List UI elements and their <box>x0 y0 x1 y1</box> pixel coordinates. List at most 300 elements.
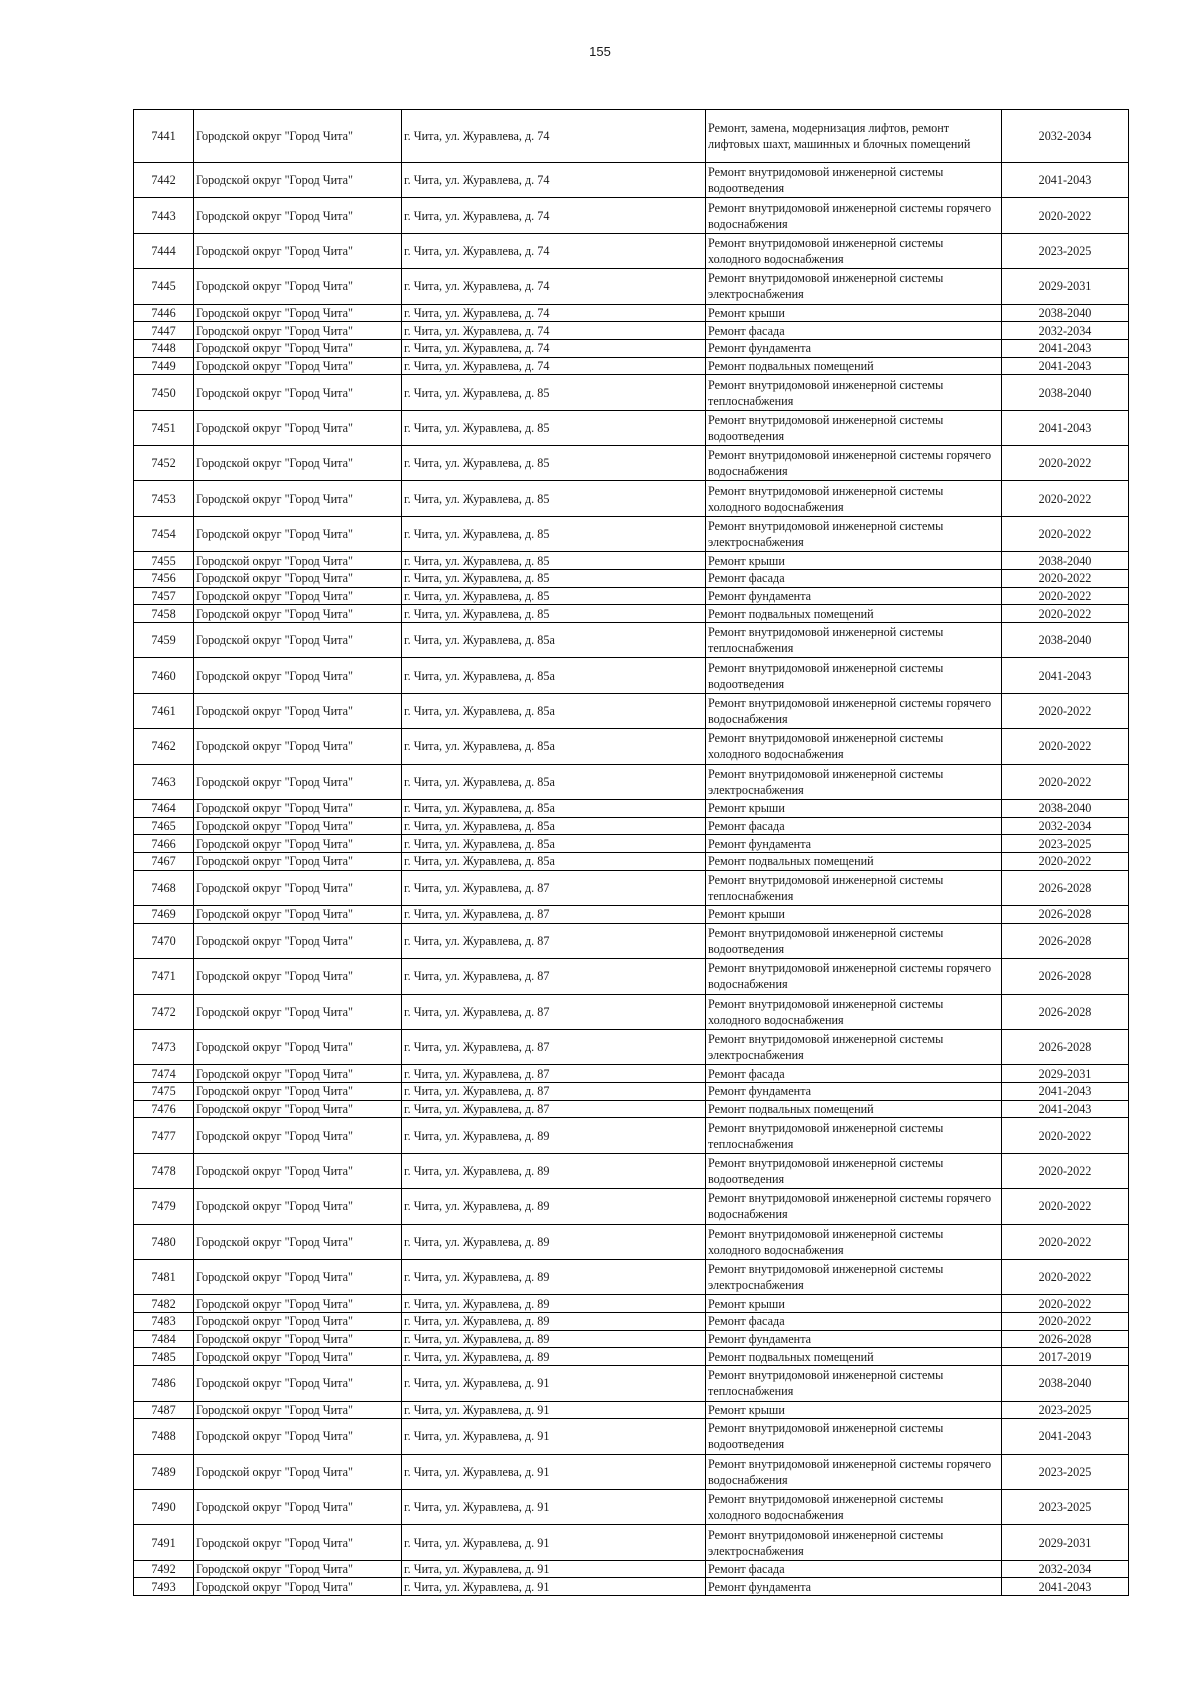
row-number-cell: 7465 <box>134 817 194 835</box>
work-type-cell: Ремонт фасада <box>706 1065 1002 1083</box>
row-number-cell: 7443 <box>134 198 194 233</box>
municipality-cell: Городской округ "Город Чита" <box>194 853 402 871</box>
address-cell: г. Чита, ул. Журавлева, д. 87 <box>402 906 706 924</box>
address-cell: г. Чита, ул. Журавлева, д. 85а <box>402 623 706 658</box>
work-type-cell: Ремонт внутридомовой инженерной системы холодного водоснабжения <box>706 994 1002 1029</box>
period-cell: 2020-2022 <box>1002 569 1129 587</box>
municipality-cell: Городской округ "Город Чита" <box>194 1348 402 1366</box>
work-type-cell: Ремонт подвальных помещений <box>706 1348 1002 1366</box>
row-number-cell: 7487 <box>134 1401 194 1419</box>
municipality-cell: Городской округ "Город Чита" <box>194 1083 402 1101</box>
work-type-cell: Ремонт внутридомовой инженерной системы горячего водоснабжения <box>706 1454 1002 1489</box>
address-cell: г. Чита, ул. Журавлева, д. 91 <box>402 1419 706 1454</box>
row-number-cell: 7467 <box>134 853 194 871</box>
address-cell: г. Чита, ул. Журавлева, д. 85 <box>402 410 706 445</box>
address-cell: г. Чита, ул. Журавлева, д. 89 <box>402 1259 706 1294</box>
address-cell: г. Чита, ул. Журавлева, д. 85 <box>402 516 706 551</box>
table-row <box>134 906 1129 924</box>
work-type-cell: Ремонт внутридомовой инженерной системы холодного водоснабжения <box>706 1489 1002 1524</box>
work-type-cell: Ремонт подвальных помещений <box>706 853 1002 871</box>
table-row <box>134 110 1129 163</box>
row-number-cell: 7484 <box>134 1330 194 1348</box>
table-row <box>134 1100 1129 1118</box>
table-row <box>134 623 1129 658</box>
table-row <box>134 1401 1129 1419</box>
table-row <box>134 587 1129 605</box>
period-cell: 2020-2022 <box>1002 729 1129 764</box>
period-cell: 2032-2034 <box>1002 817 1129 835</box>
period-cell: 2017-2019 <box>1002 1348 1129 1366</box>
period-cell: 2041-2043 <box>1002 658 1129 693</box>
work-type-cell: Ремонт внутридомовой инженерной системы электроснабжения <box>706 269 1002 304</box>
municipality-cell: Городской округ "Город Чита" <box>194 1029 402 1064</box>
period-cell: 2020-2022 <box>1002 481 1129 516</box>
work-type-cell: Ремонт крыши <box>706 1401 1002 1419</box>
work-type-cell: Ремонт внутридомовой инженерной системы теплоснабжения <box>706 1366 1002 1401</box>
period-cell: 2041-2043 <box>1002 1419 1129 1454</box>
municipality-cell: Городской округ "Город Чита" <box>194 1313 402 1331</box>
row-number-cell: 7489 <box>134 1454 194 1489</box>
row-number-cell: 7444 <box>134 233 194 268</box>
period-cell: 2038-2040 <box>1002 623 1129 658</box>
period-cell: 2038-2040 <box>1002 552 1129 570</box>
row-number-cell: 7485 <box>134 1348 194 1366</box>
municipality-cell: Городской округ "Город Чита" <box>194 357 402 375</box>
table-row <box>134 764 1129 799</box>
work-type-cell: Ремонт крыши <box>706 1295 1002 1313</box>
address-cell: г. Чита, ул. Журавлева, д. 85а <box>402 693 706 728</box>
period-cell: 2023-2025 <box>1002 233 1129 268</box>
address-cell: г. Чита, ул. Журавлева, д. 85 <box>402 552 706 570</box>
work-type-cell: Ремонт внутридомовой инженерной системы теплоснабжения <box>706 623 1002 658</box>
table-row <box>134 1489 1129 1524</box>
row-number-cell: 7464 <box>134 799 194 817</box>
table-row <box>134 322 1129 340</box>
row-number-cell: 7455 <box>134 552 194 570</box>
work-type-cell: Ремонт внутридомовой инженерной системы водоотведения <box>706 163 1002 198</box>
address-cell: г. Чита, ул. Журавлева, д. 87 <box>402 994 706 1029</box>
period-cell: 2020-2022 <box>1002 1153 1129 1188</box>
address-cell: г. Чита, ул. Журавлева, д. 74 <box>402 233 706 268</box>
period-cell: 2041-2043 <box>1002 1083 1129 1101</box>
address-cell: г. Чита, ул. Журавлева, д. 89 <box>402 1330 706 1348</box>
municipality-cell: Городской округ "Город Чита" <box>194 446 402 481</box>
row-number-cell: 7468 <box>134 870 194 905</box>
work-type-cell: Ремонт фасада <box>706 817 1002 835</box>
table-row <box>134 269 1129 304</box>
row-number-cell: 7481 <box>134 1259 194 1294</box>
work-type-cell: Ремонт подвальных помещений <box>706 605 1002 623</box>
work-type-cell: Ремонт фундамента <box>706 1083 1002 1101</box>
table-row <box>134 1065 1129 1083</box>
address-cell: г. Чита, ул. Журавлева, д. 89 <box>402 1348 706 1366</box>
municipality-cell: Городской округ "Город Чита" <box>194 906 402 924</box>
table-row <box>134 729 1129 764</box>
table-row <box>134 1419 1129 1454</box>
address-cell: г. Чита, ул. Журавлева, д. 74 <box>402 269 706 304</box>
address-cell: г. Чита, ул. Журавлева, д. 91 <box>402 1454 706 1489</box>
municipality-cell: Городской округ "Город Чита" <box>194 1578 402 1596</box>
municipality-cell: Городской округ "Город Чита" <box>194 233 402 268</box>
municipality-cell: Городской округ "Город Чита" <box>194 163 402 198</box>
row-number-cell: 7491 <box>134 1525 194 1560</box>
table-row <box>134 817 1129 835</box>
address-cell: г. Чита, ул. Журавлева, д. 89 <box>402 1224 706 1259</box>
row-number-cell: 7479 <box>134 1189 194 1224</box>
municipality-cell: Городской округ "Город Чита" <box>194 304 402 322</box>
table-row <box>134 1578 1129 1596</box>
work-type-cell: Ремонт подвальных помещений <box>706 357 1002 375</box>
municipality-cell: Городской округ "Город Чита" <box>194 322 402 340</box>
municipality-cell: Городской округ "Город Чита" <box>194 1419 402 1454</box>
municipality-cell: Городской округ "Город Чита" <box>194 693 402 728</box>
row-number-cell: 7486 <box>134 1366 194 1401</box>
address-cell: г. Чита, ул. Журавлева, д. 85 <box>402 587 706 605</box>
address-cell: г. Чита, ул. Журавлева, д. 85а <box>402 817 706 835</box>
page-number: 155 <box>589 44 611 59</box>
work-type-cell: Ремонт, замена, модернизация лифтов, ремонт лифтовых шахт, машинных и блочных помещений <box>706 110 1002 163</box>
address-cell: г. Чита, ул. Журавлева, д. 87 <box>402 1029 706 1064</box>
row-number-cell: 7463 <box>134 764 194 799</box>
municipality-cell: Городской округ "Город Чита" <box>194 1189 402 1224</box>
municipality-cell: Городской округ "Город Чита" <box>194 1489 402 1524</box>
row-number-cell: 7474 <box>134 1065 194 1083</box>
period-cell: 2029-2031 <box>1002 1525 1129 1560</box>
table-row <box>134 1118 1129 1153</box>
address-cell: г. Чита, ул. Журавлева, д. 89 <box>402 1118 706 1153</box>
period-cell: 2032-2034 <box>1002 322 1129 340</box>
municipality-cell: Городской округ "Город Чита" <box>194 1330 402 1348</box>
work-type-cell: Ремонт фундамента <box>706 339 1002 357</box>
work-type-cell: Ремонт внутридомовой инженерной системы теплоснабжения <box>706 870 1002 905</box>
work-type-cell: Ремонт внутридомовой инженерной системы водоотведения <box>706 1153 1002 1188</box>
period-cell: 2032-2034 <box>1002 1560 1129 1578</box>
table-row <box>134 693 1129 728</box>
table-row <box>134 375 1129 410</box>
municipality-cell: Городской округ "Город Чита" <box>194 1525 402 1560</box>
row-number-cell: 7483 <box>134 1313 194 1331</box>
period-cell: 2026-2028 <box>1002 906 1129 924</box>
table-row <box>134 1153 1129 1188</box>
municipality-cell: Городской округ "Город Чита" <box>194 994 402 1029</box>
period-cell: 2020-2022 <box>1002 516 1129 551</box>
address-cell: г. Чита, ул. Журавлева, д. 85а <box>402 658 706 693</box>
municipality-cell: Городской округ "Город Чита" <box>194 1118 402 1153</box>
work-type-cell: Ремонт внутридомовой инженерной системы электроснабжения <box>706 764 1002 799</box>
row-number-cell: 7448 <box>134 339 194 357</box>
municipality-cell: Городской округ "Город Чита" <box>194 959 402 994</box>
table-row <box>134 835 1129 853</box>
address-cell: г. Чита, ул. Журавлева, д. 87 <box>402 1100 706 1118</box>
row-number-cell: 7446 <box>134 304 194 322</box>
period-cell: 2038-2040 <box>1002 304 1129 322</box>
municipality-cell: Городской округ "Город Чита" <box>194 605 402 623</box>
table-body <box>134 110 1129 1596</box>
address-cell: г. Чита, ул. Журавлева, д. 74 <box>402 198 706 233</box>
work-type-cell: Ремонт внутридомовой инженерной системы горячего водоснабжения <box>706 693 1002 728</box>
table-row <box>134 658 1129 693</box>
municipality-cell: Городской округ "Город Чита" <box>194 481 402 516</box>
table-row <box>134 870 1129 905</box>
period-cell: 2041-2043 <box>1002 410 1129 445</box>
address-cell: г. Чита, ул. Журавлева, д. 91 <box>402 1401 706 1419</box>
period-cell: 2041-2043 <box>1002 1578 1129 1596</box>
row-number-cell: 7482 <box>134 1295 194 1313</box>
address-cell: г. Чита, ул. Журавлева, д. 74 <box>402 163 706 198</box>
address-cell: г. Чита, ул. Журавлева, д. 85а <box>402 729 706 764</box>
work-type-cell: Ремонт внутридомовой инженерной системы горячего водоснабжения <box>706 1189 1002 1224</box>
address-cell: г. Чита, ул. Журавлева, д. 91 <box>402 1489 706 1524</box>
table-row <box>134 923 1129 958</box>
row-number-cell: 7471 <box>134 959 194 994</box>
row-number-cell: 7449 <box>134 357 194 375</box>
period-cell: 2041-2043 <box>1002 357 1129 375</box>
table-row <box>134 1330 1129 1348</box>
period-cell: 2038-2040 <box>1002 375 1129 410</box>
period-cell: 2038-2040 <box>1002 1366 1129 1401</box>
period-cell: 2020-2022 <box>1002 605 1129 623</box>
row-number-cell: 7456 <box>134 569 194 587</box>
period-cell: 2041-2043 <box>1002 163 1129 198</box>
address-cell: г. Чита, ул. Журавлева, д. 89 <box>402 1153 706 1188</box>
address-cell: г. Чита, ул. Журавлева, д. 91 <box>402 1560 706 1578</box>
work-type-cell: Ремонт фасада <box>706 322 1002 340</box>
period-cell: 2029-2031 <box>1002 269 1129 304</box>
address-cell: г. Чита, ул. Журавлева, д. 85а <box>402 835 706 853</box>
table-row <box>134 1313 1129 1331</box>
work-type-cell: Ремонт внутридомовой инженерной системы горячего водоснабжения <box>706 959 1002 994</box>
table-row <box>134 1083 1129 1101</box>
table-row <box>134 799 1129 817</box>
address-cell: г. Чита, ул. Журавлева, д. 74 <box>402 357 706 375</box>
period-cell: 2020-2022 <box>1002 1259 1129 1294</box>
period-cell: 2026-2028 <box>1002 870 1129 905</box>
table-row <box>134 357 1129 375</box>
row-number-cell: 7458 <box>134 605 194 623</box>
municipality-cell: Городской округ "Город Чита" <box>194 1259 402 1294</box>
period-cell: 2020-2022 <box>1002 1313 1129 1331</box>
period-cell: 2020-2022 <box>1002 1295 1129 1313</box>
period-cell: 2026-2028 <box>1002 1330 1129 1348</box>
work-type-cell: Ремонт фасада <box>706 1313 1002 1331</box>
address-cell: г. Чита, ул. Журавлева, д. 85а <box>402 764 706 799</box>
address-cell: г. Чита, ул. Журавлева, д. 74 <box>402 110 706 163</box>
row-number-cell: 7452 <box>134 446 194 481</box>
address-cell: г. Чита, ул. Журавлева, д. 87 <box>402 923 706 958</box>
table-row <box>134 481 1129 516</box>
period-cell: 2026-2028 <box>1002 923 1129 958</box>
table-row <box>134 1029 1129 1064</box>
work-type-cell: Ремонт крыши <box>706 799 1002 817</box>
table-row <box>134 516 1129 551</box>
municipality-cell: Городской округ "Город Чита" <box>194 516 402 551</box>
work-type-cell: Ремонт внутридомовой инженерной системы теплоснабжения <box>706 1118 1002 1153</box>
row-number-cell: 7442 <box>134 163 194 198</box>
period-cell: 2026-2028 <box>1002 1029 1129 1064</box>
municipality-cell: Городской округ "Город Чита" <box>194 110 402 163</box>
work-type-cell: Ремонт фасада <box>706 569 1002 587</box>
address-cell: г. Чита, ул. Журавлева, д. 85 <box>402 481 706 516</box>
work-type-cell: Ремонт внутридомовой инженерной системы водоотведения <box>706 923 1002 958</box>
municipality-cell: Городской округ "Город Чита" <box>194 835 402 853</box>
municipality-cell: Городской округ "Город Чита" <box>194 623 402 658</box>
table-row <box>134 1224 1129 1259</box>
row-number-cell: 7469 <box>134 906 194 924</box>
row-number-cell: 7480 <box>134 1224 194 1259</box>
row-number-cell: 7451 <box>134 410 194 445</box>
address-cell: г. Чита, ул. Журавлева, д. 87 <box>402 959 706 994</box>
row-number-cell: 7457 <box>134 587 194 605</box>
work-type-cell: Ремонт внутридомовой инженерной системы горячего водоснабжения <box>706 198 1002 233</box>
row-number-cell: 7454 <box>134 516 194 551</box>
municipality-cell: Городской округ "Город Чита" <box>194 1100 402 1118</box>
municipality-cell: Городской округ "Город Чита" <box>194 1153 402 1188</box>
table-row <box>134 1295 1129 1313</box>
period-cell: 2020-2022 <box>1002 1118 1129 1153</box>
period-cell: 2020-2022 <box>1002 764 1129 799</box>
row-number-cell: 7475 <box>134 1083 194 1101</box>
row-number-cell: 7476 <box>134 1100 194 1118</box>
table-row <box>134 304 1129 322</box>
row-number-cell: 7450 <box>134 375 194 410</box>
period-cell: 2038-2040 <box>1002 799 1129 817</box>
address-cell: г. Чита, ул. Журавлева, д. 85 <box>402 605 706 623</box>
row-number-cell: 7459 <box>134 623 194 658</box>
table-row <box>134 1525 1129 1560</box>
period-cell: 2020-2022 <box>1002 587 1129 605</box>
table-row <box>134 605 1129 623</box>
table-row <box>134 163 1129 198</box>
address-cell: г. Чита, ул. Журавлева, д. 89 <box>402 1295 706 1313</box>
table-row <box>134 1366 1129 1401</box>
period-cell: 2032-2034 <box>1002 110 1129 163</box>
work-type-cell: Ремонт внутридомовой инженерной системы электроснабжения <box>706 1259 1002 1294</box>
work-type-cell: Ремонт внутридомовой инженерной системы холодного водоснабжения <box>706 729 1002 764</box>
municipality-cell: Городской округ "Город Чита" <box>194 1224 402 1259</box>
municipality-cell: Городской округ "Город Чита" <box>194 1295 402 1313</box>
row-number-cell: 7447 <box>134 322 194 340</box>
row-number-cell: 7445 <box>134 269 194 304</box>
municipality-cell: Городской округ "Город Чита" <box>194 658 402 693</box>
table-row <box>134 569 1129 587</box>
period-cell: 2020-2022 <box>1002 198 1129 233</box>
address-cell: г. Чита, ул. Журавлева, д. 91 <box>402 1525 706 1560</box>
address-cell: г. Чита, ул. Журавлева, д. 91 <box>402 1366 706 1401</box>
municipality-cell: Городской округ "Город Чита" <box>194 375 402 410</box>
municipality-cell: Городской округ "Город Чита" <box>194 339 402 357</box>
table-row <box>134 1189 1129 1224</box>
work-type-cell: Ремонт подвальных помещений <box>706 1100 1002 1118</box>
table-row <box>134 410 1129 445</box>
row-number-cell: 7461 <box>134 693 194 728</box>
row-number-cell: 7460 <box>134 658 194 693</box>
work-type-cell: Ремонт внутридомовой инженерной системы холодного водоснабжения <box>706 481 1002 516</box>
work-type-cell: Ремонт крыши <box>706 552 1002 570</box>
period-cell: 2023-2025 <box>1002 1454 1129 1489</box>
municipality-cell: Городской округ "Город Чита" <box>194 1065 402 1083</box>
table-row <box>134 233 1129 268</box>
table-row <box>134 198 1129 233</box>
row-number-cell: 7441 <box>134 110 194 163</box>
period-cell: 2020-2022 <box>1002 1224 1129 1259</box>
address-cell: г. Чита, ул. Журавлева, д. 85а <box>402 853 706 871</box>
table-row <box>134 959 1129 994</box>
row-number-cell: 7470 <box>134 923 194 958</box>
period-cell: 2020-2022 <box>1002 446 1129 481</box>
work-type-cell: Ремонт внутридомовой инженерной системы холодного водоснабжения <box>706 233 1002 268</box>
row-number-cell: 7490 <box>134 1489 194 1524</box>
address-cell: г. Чита, ул. Журавлева, д. 85 <box>402 446 706 481</box>
period-cell: 2041-2043 <box>1002 339 1129 357</box>
work-type-cell: Ремонт фундамента <box>706 1330 1002 1348</box>
address-cell: г. Чита, ул. Журавлева, д. 87 <box>402 1065 706 1083</box>
municipality-cell: Городской округ "Город Чита" <box>194 729 402 764</box>
work-type-cell: Ремонт фундамента <box>706 587 1002 605</box>
municipality-cell: Городской округ "Город Чита" <box>194 410 402 445</box>
row-number-cell: 7462 <box>134 729 194 764</box>
municipality-cell: Городской округ "Город Чита" <box>194 269 402 304</box>
row-number-cell: 7477 <box>134 1118 194 1153</box>
period-cell: 2023-2025 <box>1002 1401 1129 1419</box>
row-number-cell: 7473 <box>134 1029 194 1064</box>
municipality-cell: Городской округ "Город Чита" <box>194 923 402 958</box>
table-row <box>134 552 1129 570</box>
period-cell: 2023-2025 <box>1002 1489 1129 1524</box>
work-type-cell: Ремонт внутридомовой инженерной системы электроснабжения <box>706 516 1002 551</box>
municipality-cell: Городской округ "Город Чита" <box>194 764 402 799</box>
row-number-cell: 7472 <box>134 994 194 1029</box>
work-type-cell: Ремонт фасада <box>706 1560 1002 1578</box>
address-cell: г. Чита, ул. Журавлева, д. 87 <box>402 870 706 905</box>
table-row <box>134 1348 1129 1366</box>
period-cell: 2020-2022 <box>1002 1189 1129 1224</box>
work-type-cell: Ремонт крыши <box>706 304 1002 322</box>
work-type-cell: Ремонт внутридомовой инженерной системы горячего водоснабжения <box>706 446 1002 481</box>
table-row <box>134 339 1129 357</box>
row-number-cell: 7488 <box>134 1419 194 1454</box>
municipality-cell: Городской округ "Город Чита" <box>194 799 402 817</box>
row-number-cell: 7466 <box>134 835 194 853</box>
municipality-cell: Городской округ "Город Чита" <box>194 198 402 233</box>
period-cell: 2023-2025 <box>1002 835 1129 853</box>
row-number-cell: 7493 <box>134 1578 194 1596</box>
municipality-cell: Городской округ "Город Чита" <box>194 552 402 570</box>
table-row <box>134 853 1129 871</box>
address-cell: г. Чита, ул. Журавлева, д. 87 <box>402 1083 706 1101</box>
address-cell: г. Чита, ул. Журавлева, д. 85 <box>402 569 706 587</box>
address-cell: г. Чита, ул. Журавлева, д. 85 <box>402 375 706 410</box>
period-cell: 2029-2031 <box>1002 1065 1129 1083</box>
table-row <box>134 1454 1129 1489</box>
work-type-cell: Ремонт внутридомовой инженерной системы теплоснабжения <box>706 375 1002 410</box>
municipality-cell: Городской округ "Город Чита" <box>194 1366 402 1401</box>
work-type-cell: Ремонт внутридомовой инженерной системы электроснабжения <box>706 1029 1002 1064</box>
work-type-cell: Ремонт фундамента <box>706 1578 1002 1596</box>
row-number-cell: 7492 <box>134 1560 194 1578</box>
address-cell: г. Чита, ул. Журавлева, д. 74 <box>402 322 706 340</box>
municipality-cell: Городской округ "Город Чита" <box>194 817 402 835</box>
municipality-cell: Городской округ "Город Чита" <box>194 1560 402 1578</box>
work-type-cell: Ремонт крыши <box>706 906 1002 924</box>
row-number-cell: 7478 <box>134 1153 194 1188</box>
work-type-cell: Ремонт фундамента <box>706 835 1002 853</box>
work-type-cell: Ремонт внутридомовой инженерной системы водоотведения <box>706 410 1002 445</box>
municipality-cell: Городской округ "Город Чита" <box>194 587 402 605</box>
work-type-cell: Ремонт внутридомовой инженерной системы холодного водоснабжения <box>706 1224 1002 1259</box>
period-cell: 2020-2022 <box>1002 693 1129 728</box>
work-type-cell: Ремонт внутридомовой инженерной системы электроснабжения <box>706 1525 1002 1560</box>
work-type-cell: Ремонт внутридомовой инженерной системы водоотведения <box>706 1419 1002 1454</box>
